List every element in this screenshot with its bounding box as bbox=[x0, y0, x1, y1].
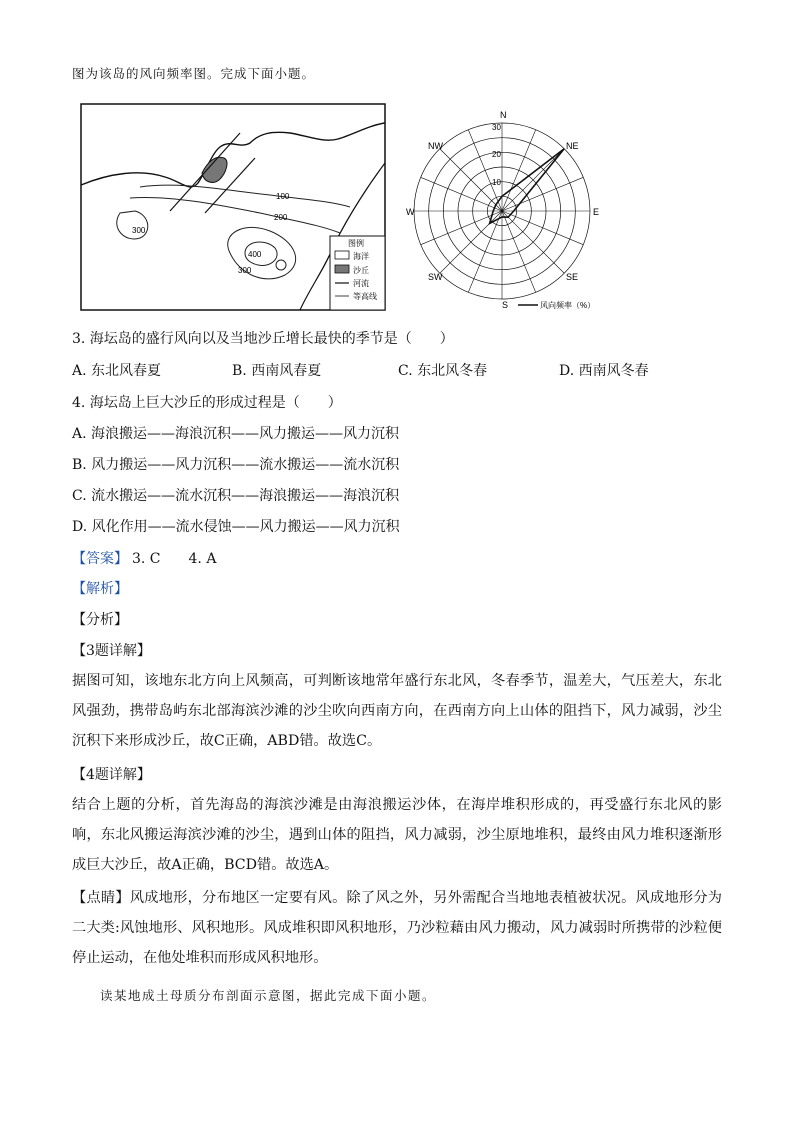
rose-spoke bbox=[502, 211, 536, 292]
analysis-label: 【解析】 bbox=[72, 581, 128, 597]
dir-ne: NE bbox=[566, 141, 579, 151]
q4-option-c[interactable]: C. 流水搬运——流水沉积——海浪搬运——海浪沉积 bbox=[72, 488, 400, 504]
tips-label: 【点睛】 bbox=[72, 890, 130, 906]
q3-option-d[interactable]: D. 西南风冬春 bbox=[559, 363, 649, 379]
answer-line bbox=[72, 548, 216, 568]
rose-spoke bbox=[421, 211, 502, 245]
tips-block bbox=[72, 883, 722, 973]
scale-20: 20 bbox=[492, 150, 501, 159]
contour-label-100: 100 bbox=[276, 192, 290, 201]
q4-option-b[interactable]: B. 风力搬运——风力沉积——流水搬运——流水沉积 bbox=[72, 457, 400, 473]
rose-spoke bbox=[502, 177, 583, 211]
dir-n: N bbox=[500, 110, 507, 120]
rose-spoke bbox=[502, 149, 564, 211]
rose-spoke bbox=[468, 130, 502, 211]
rose-spoke bbox=[502, 211, 583, 245]
rose-spoke bbox=[468, 211, 502, 292]
ocean-swatch bbox=[335, 251, 349, 259]
dir-sw: SW bbox=[428, 272, 443, 282]
rose-spoke bbox=[502, 130, 536, 211]
next-intro: 读某地成土母质分布剖面示意图，据此完成下面小题。 bbox=[100, 988, 437, 1003]
island-map bbox=[80, 103, 386, 311]
q4-option-a[interactable]: A. 海浪搬运——海浪沉积——风力搬运——风力沉积 bbox=[72, 426, 400, 442]
scale-10: 10 bbox=[492, 178, 501, 187]
intro-text: 图为该岛的风向频率图。完成下面小题。 bbox=[72, 66, 316, 81]
q3-stem: 3. 海坛岛的盛行风向以及当地沙丘增长最快的季节是（ ） bbox=[72, 331, 454, 347]
wind-rose bbox=[398, 108, 620, 314]
tips-text: 风成地形，分布地区一定要有风。除了风之外，另外需配合当地地表植被状况。风成地形分为二大类:风蚀地形、风积地形。风成堆积即风积地形，乃沙粒藉由风力搬动，风力减弱时所携带的沙粒便停止运动，在他处堆积而形成风积地形。 bbox=[72, 890, 722, 966]
contour-label-200: 200 bbox=[274, 213, 288, 222]
q3-option-b[interactable]: B. 西南风春夏 bbox=[232, 363, 322, 379]
q3-detail-text: 据图可知，该地东北方向上风频高，可判断该地常年盛行东北风，冬春季节，温差大，气压差大，东北风强劲，携带岛屿东北部海滨沙滩的沙尘吹向西南方向，在西南方向上山体的阻挡下，风力减弱，沙尘沉积下来形成沙丘，故C正确，ABD错。故选C。 bbox=[72, 673, 722, 749]
contour-label-300b: 300 bbox=[238, 266, 252, 275]
contour-label-300: 300 bbox=[132, 226, 146, 235]
rose-spoke bbox=[421, 177, 502, 211]
legend-river: 河流 bbox=[353, 279, 369, 288]
scale-30: 30 bbox=[492, 123, 501, 132]
legend-dune: 沙丘 bbox=[353, 266, 369, 275]
dir-w: W bbox=[406, 207, 415, 217]
dir-e: E bbox=[593, 207, 600, 217]
q4-detail-label: 【4题详解】 bbox=[72, 767, 151, 783]
rose-spoke bbox=[502, 211, 564, 273]
legend-title: 图例 bbox=[348, 239, 364, 248]
rose-legend-label: 风向频率（%） bbox=[540, 301, 596, 310]
dune-swatch bbox=[335, 265, 349, 273]
q4-option-d[interactable]: D. 风化作用——流水侵蚀——风力搬运——风力沉积 bbox=[72, 519, 400, 535]
q4-detail-text: 结合上题的分析，首先海岛的海滨沙滩是由海浪搬运沙体，在海岸堆积形成的，再受盛行东北风的影响，东北风搬运海滨沙滩的沙尘，遇到山体的阻挡，风力减弱，沙尘原地堆积，最终由风力堆积逐渐形成巨大沙丘，故A正确，BCD错。故选A。 bbox=[72, 797, 722, 873]
legend-contour: 等高线 bbox=[353, 292, 377, 301]
legend-ocean: 海洋 bbox=[353, 252, 369, 261]
answer-value: 3. C 4. A bbox=[132, 551, 217, 567]
q3-option-c[interactable]: C. 东北风冬春 bbox=[398, 363, 488, 379]
contour-label-400: 400 bbox=[248, 250, 262, 259]
q3-option-a[interactable]: A. 东北风春夏 bbox=[72, 363, 162, 379]
q4-stem: 4. 海坛岛上巨大沙丘的形成过程是（ ） bbox=[72, 395, 342, 411]
dir-se: SE bbox=[566, 272, 579, 282]
q3-detail-label: 【3题详解】 bbox=[72, 643, 151, 659]
map-legend bbox=[330, 236, 385, 310]
fenxi-label: 【分析】 bbox=[72, 612, 128, 628]
dir-s: S bbox=[502, 300, 509, 310]
dir-nw: NW bbox=[428, 141, 443, 151]
answer-label: 【答案】 bbox=[72, 551, 128, 567]
rose-spoke bbox=[440, 211, 502, 273]
